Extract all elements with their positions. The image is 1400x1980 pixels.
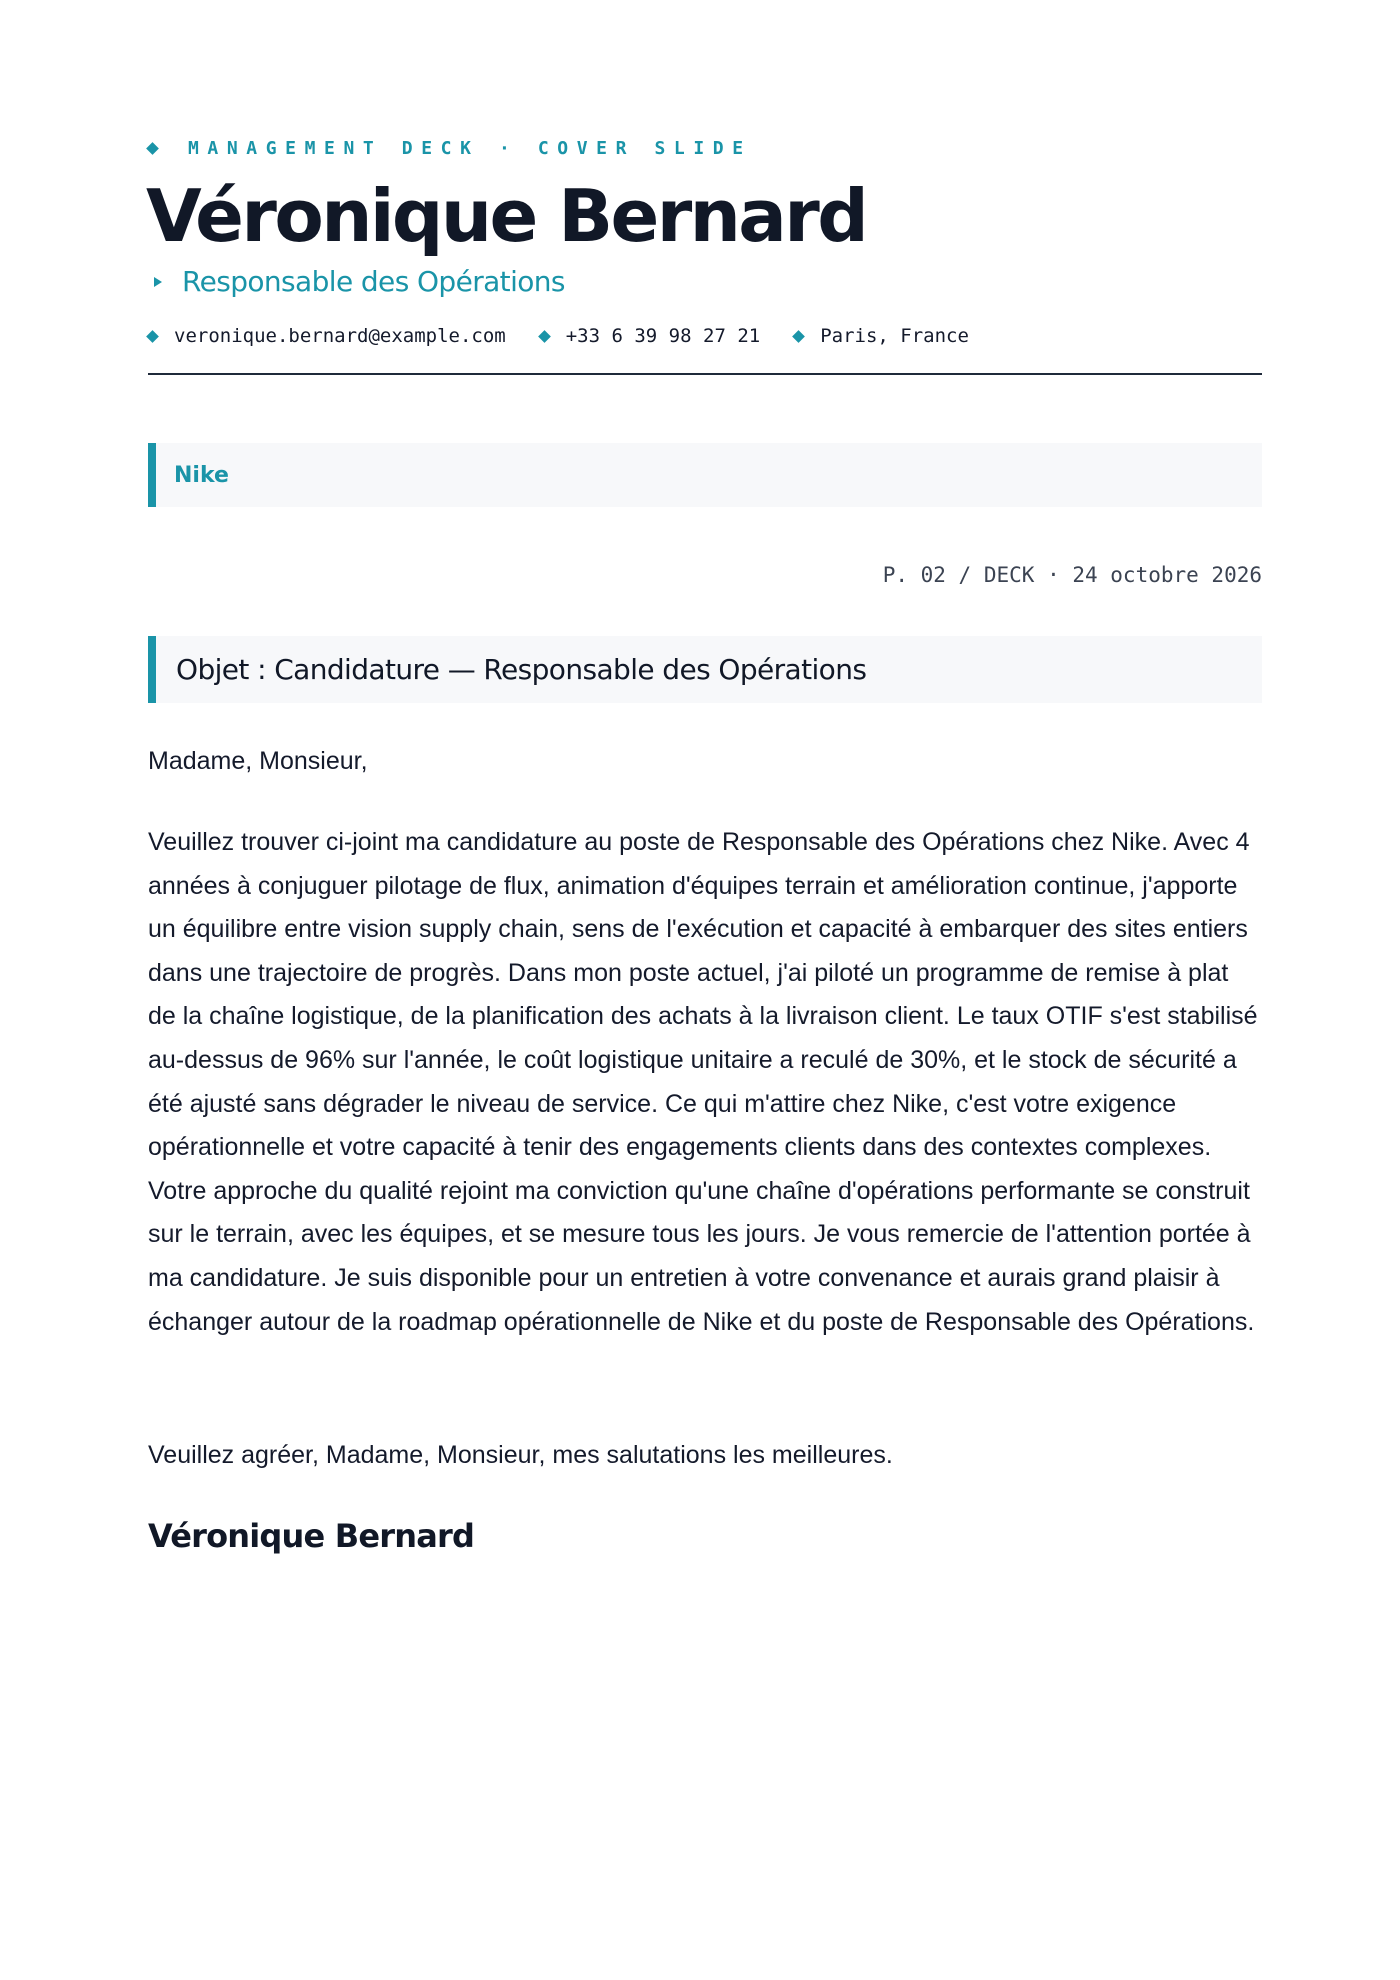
diamond-icon [538,330,551,343]
phone-text: +33 6 39 98 27 21 [565,325,761,347]
letter-body: Veuillez trouver ci-joint ma candidature au poste de Responsable des Opérations chez Nike. Avec 4 années à conjuguer pilotage de flux, animation d'équipes terrain et amélioration continue, j'apporte un équilibre entre vision supply chain, sens de l'exécution et capacité à embarquer des sites entiers dans une trajectoire de progrès. Dans mon poste actuel, j'ai piloté un programme de remise à plat de la chaîne logistique, de la planification des achats à la livraison client. Le taux OTIF s'est stabilisé au-dessus de 96% sur l'année, le coût logistique unitaire a reculé de 30%, et le stock de sécurité a été ajusté sans dégrader le niveau de service. Ce qui m'attire chez Nike, c'est votre exigence opérationnelle et votre capacité à tenir des engagements clients dans des contextes complexes. Votre approche du qualité rejoint ma conviction qu'une chaîne d'opérations performante se construit sur le terrain, avec les équipes, et se mesure tous les jours. Je vous remercie de l'attention portée à ma candidature. Je suis disponible pour un entretien à votre convenance et aurais grand plaisir à échanger autour de la roadmap opérationnelle de Nike et du poste de Responsable des Opérations. [148,828,1258,1336]
contact-line [148,325,1003,347]
signature: Véronique Bernard [148,1517,475,1555]
company-name: Nike [174,462,229,488]
company-panel [148,443,1262,507]
contact-phone [540,325,760,347]
dateline: P. 02 / DECK · 24 octobre 2026 [882,563,1262,587]
header-divider [148,373,1262,375]
salutation: Madame, Monsieur, [148,747,368,775]
location-text: Paris, France [820,325,969,347]
eyebrow [148,138,752,159]
diamond-icon [792,330,805,343]
role-title: Responsable des Opérations [182,265,565,298]
contact-email [148,325,506,347]
diamond-icon [146,142,159,155]
candidate-name: Véronique Bernard [146,174,867,258]
email-text: veronique.bernard@example.com [174,325,506,347]
diamond-icon [146,330,159,343]
subject-panel [148,636,1262,703]
closing-line: Veuillez agréer, Madame, Monsieur, mes salutations les meilleures. [148,1441,893,1469]
contact-location [794,325,969,347]
subject-line: Objet : Candidature — Responsable des Opérations [176,653,867,686]
role-line [148,265,565,298]
eyebrow-text: MANAGEMENT DECK · COVER SLIDE [188,138,752,159]
triangle-bullet-icon [154,277,162,287]
